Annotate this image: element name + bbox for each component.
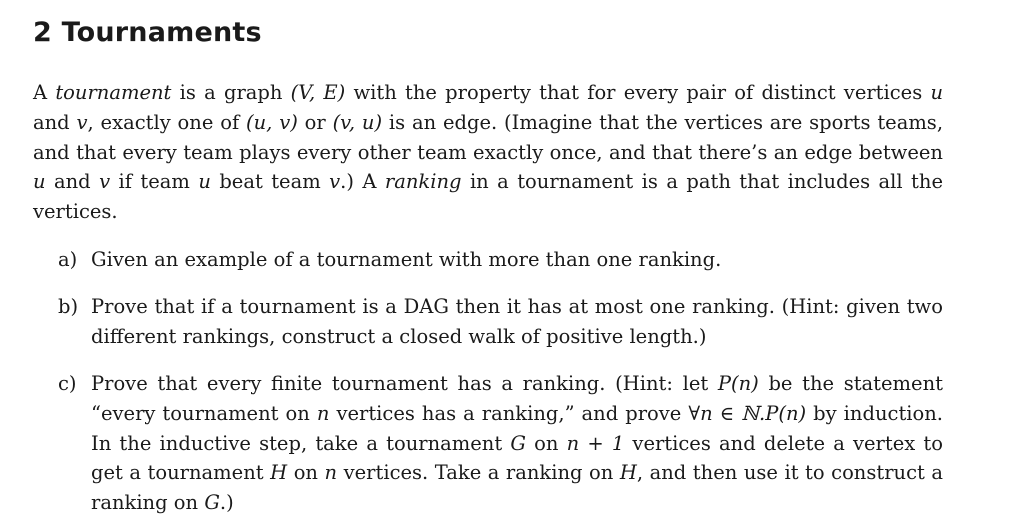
term-ranking: ranking <box>384 170 462 194</box>
intro-text-8: in a tournament is a path that includes all the vertices. <box>33 170 943 224</box>
c-text-5: vertices and delete a vertex to get a tournament <box>91 431 943 485</box>
c-on-2: on <box>293 461 318 485</box>
intro-text-6: beat team <box>219 170 321 194</box>
item-label-a: a) <box>58 248 78 271</box>
expr-pn: P(n) <box>717 372 759 395</box>
term-tournament: tournament <box>55 81 172 104</box>
item-text-b: Prove that if a tournament is a DAG then it has at most one ranking. (Hint: given two different rankings, construct a closed walk of positive length.) <box>91 295 943 348</box>
var-v: v <box>76 110 88 134</box>
c-text-1: Prove that every finite tournament has a ranking. (Hint: let <box>91 372 709 395</box>
item-label-c: c) <box>58 372 77 395</box>
var-g: G <box>510 431 526 455</box>
c-text-8: .) <box>219 491 234 515</box>
c-text-3: vertices has a ranking,” and prove <box>336 401 682 425</box>
var-h-2: H <box>619 461 637 485</box>
section-title: 2 Tournaments <box>33 17 262 48</box>
intro-text-5: if team <box>118 170 190 194</box>
intro-and: and <box>33 110 70 134</box>
c-text-2: be the statement “every tournament on <box>91 372 943 425</box>
expr-n-plus-1: n + 1 <box>566 431 625 455</box>
var-u-2: u <box>33 170 46 194</box>
c-text-6: vertices. Take a ranking on <box>343 461 614 485</box>
var-v-3: v <box>329 170 341 194</box>
var-v-2: v <box>99 170 111 194</box>
item-label-b: b) <box>58 295 79 318</box>
intro-text-1: is a graph <box>179 81 283 104</box>
var-n-2: n <box>324 461 338 485</box>
exercise-item-a <box>58 245 943 275</box>
c-on: on <box>534 431 559 455</box>
var-h: H <box>270 461 288 485</box>
intro-word-a: A <box>33 81 48 104</box>
intro-paragraph <box>33 78 943 227</box>
var-g-2: G <box>204 491 220 515</box>
graph-notation: (V, E) <box>290 81 346 104</box>
var-u: u <box>930 81 944 104</box>
intro-text-2: with the property that for every pair of distinct vertices <box>353 81 923 104</box>
exercise-item-b <box>58 292 943 352</box>
intro-or: or <box>304 110 326 134</box>
item-text-c <box>91 369 943 518</box>
c-text-7: , and then use it to construct a ranking on <box>91 461 943 515</box>
var-n: n <box>316 401 330 425</box>
pair-uv: (u, v) <box>246 110 298 134</box>
item-text-a: Given an example of a tournament with more than one ranking. <box>91 248 722 271</box>
c-text-4: by induction. In the inductive step, take a tournament <box>91 401 944 455</box>
intro-text-7: .) A <box>340 170 377 194</box>
intro-text-4: is an edge. (Imagine that the vertices are sports teams, and that every team plays every other team exactly once, and that there’s an edge between <box>33 110 944 164</box>
pair-vu: (v, u) <box>332 110 383 134</box>
expr-forall: ∀n ∈ ℕ.P(n) <box>688 401 807 425</box>
exercise-item-c <box>58 369 943 518</box>
intro-text-3: , exactly one of <box>87 110 240 134</box>
intro-and-2: and <box>53 170 91 194</box>
var-u-3: u <box>198 170 211 194</box>
